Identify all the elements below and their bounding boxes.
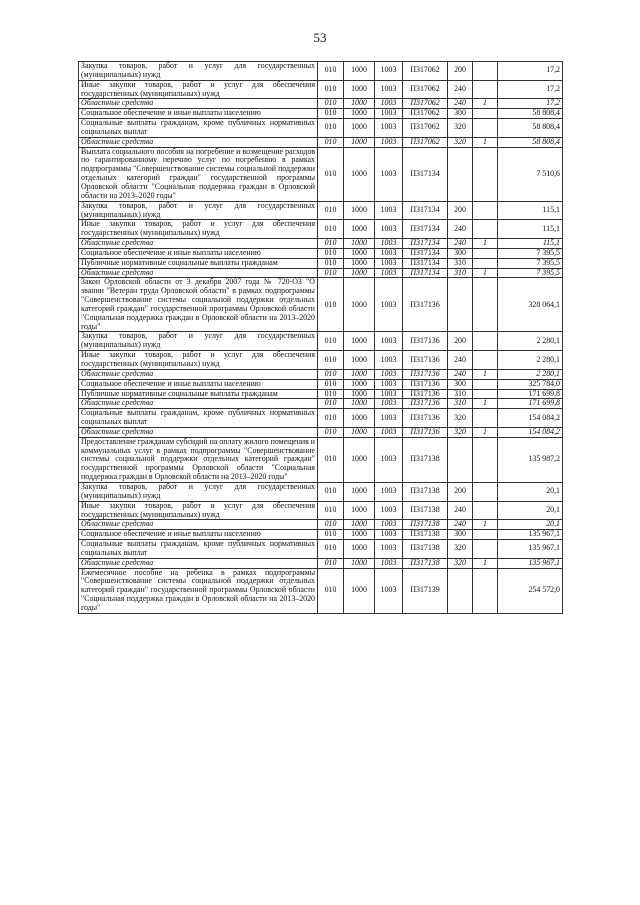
row-gr-cell: 010 <box>318 80 344 99</box>
row-name-cell: Предоставление гражданам субсидий на оплату жилого помещения и коммунальных услуг в рамках подпрограммы "Совершенствование системы социальной поддержки отдельных категорий граждан" государственной программы Орловской области "Социальная поддержка граждан в Орловской области на 2013–2020 годы" <box>79 437 318 482</box>
row-csr-cell: П317136 <box>403 278 448 332</box>
row-csr-cell: П317062 <box>403 62 448 81</box>
row-gr-cell: 010 <box>318 201 344 220</box>
row-csr-cell: П317134 <box>403 147 448 201</box>
row-rz-cell: 1000 <box>344 558 375 568</box>
row-rz-cell: 1000 <box>344 482 375 501</box>
table-row <box>79 389 563 399</box>
row-source-cell <box>473 379 498 389</box>
row-csr-cell: П317136 <box>403 351 448 370</box>
row-vr-cell: 320 <box>448 137 473 147</box>
row-pr-cell: 1003 <box>375 399 403 409</box>
row-sum-cell: 135 967,1 <box>498 558 563 568</box>
row-source-cell <box>473 501 498 520</box>
table-row <box>79 379 563 389</box>
row-rz-cell: 1000 <box>344 332 375 351</box>
row-name-cell: Закон Орловской области от 3 декабря 2007 года № 720-ОЗ "О звании "Ветеран труда Орловской области" в рамках подпрограммы "Совершенствование системы социальной поддержки отдельных категорий граждан" государственной программы Орловской области "Социальная поддержка граждан в Орловской области на 2013–2020 годы" <box>79 278 318 332</box>
row-csr-cell: П317138 <box>403 482 448 501</box>
row-sum-cell: 17,2 <box>498 99 563 109</box>
row-source-cell <box>473 220 498 239</box>
row-sum-cell: 135 967,1 <box>498 540 563 559</box>
row-pr-cell: 1003 <box>375 220 403 239</box>
table-row <box>79 239 563 249</box>
row-name-cell: Областные средства <box>79 558 318 568</box>
row-name-cell: Областные средства <box>79 99 318 109</box>
row-vr-cell: 240 <box>448 369 473 379</box>
row-csr-cell: П317138 <box>403 520 448 530</box>
row-gr-cell: 010 <box>318 558 344 568</box>
table-row <box>79 278 563 332</box>
row-csr-cell: П317134 <box>403 239 448 249</box>
row-source-cell: 1 <box>473 99 498 109</box>
table-row <box>79 332 563 351</box>
row-rz-cell: 1000 <box>344 268 375 278</box>
row-rz-cell: 1000 <box>344 239 375 249</box>
row-name-cell: Областные средства <box>79 239 318 249</box>
row-rz-cell: 1000 <box>344 248 375 258</box>
row-sum-cell: 135 987,2 <box>498 437 563 482</box>
table-row <box>79 137 563 147</box>
row-source-cell <box>473 109 498 119</box>
row-source-cell <box>473 540 498 559</box>
row-gr-cell: 010 <box>318 540 344 559</box>
row-vr-cell <box>448 147 473 201</box>
row-name-cell: Публичные нормативные социальные выплаты гражданам <box>79 389 318 399</box>
table-row <box>79 501 563 520</box>
row-name-cell: Областные средства <box>79 399 318 409</box>
row-rz-cell: 1000 <box>344 62 375 81</box>
row-pr-cell: 1003 <box>375 137 403 147</box>
table-row <box>79 147 563 201</box>
row-gr-cell: 010 <box>318 568 344 613</box>
row-sum-cell: 171 699,8 <box>498 399 563 409</box>
row-vr-cell: 200 <box>448 201 473 220</box>
row-name-cell: Выплата социального пособия на погребение и возмещение расходов по гарантированному перечню услуг по погребению в рамках подпрограммы "Совершенствование системы социальной поддержки отдельных категорий граждан" государственной программы Орловской области "Социальная поддержка граждан в Орловской области на 2013–2020 годы" <box>79 147 318 201</box>
row-sum-cell: 2 280,1 <box>498 332 563 351</box>
table-row <box>79 540 563 559</box>
row-sum-cell: 58 808,4 <box>498 119 563 138</box>
row-pr-cell: 1003 <box>375 332 403 351</box>
row-rz-cell: 1000 <box>344 501 375 520</box>
row-source-cell <box>473 119 498 138</box>
row-pr-cell: 1003 <box>375 119 403 138</box>
row-name-cell: Иные закупки товаров, работ и услуг для обеспечения государственных (муниципальных) нужд <box>79 351 318 370</box>
row-rz-cell: 1000 <box>344 437 375 482</box>
row-vr-cell: 320 <box>448 540 473 559</box>
row-source-cell <box>473 147 498 201</box>
row-name-cell: Социальные выплаты гражданам, кроме публичных нормативных социальных выплат <box>79 119 318 138</box>
row-source-cell <box>473 530 498 540</box>
table-row <box>79 201 563 220</box>
row-csr-cell: П317136 <box>403 399 448 409</box>
row-rz-cell: 1000 <box>344 351 375 370</box>
row-vr-cell: 300 <box>448 379 473 389</box>
row-name-cell: Социальные выплаты гражданам, кроме публичных нормативных социальных выплат <box>79 409 318 428</box>
row-sum-cell: 20,1 <box>498 501 563 520</box>
row-csr-cell: П317134 <box>403 201 448 220</box>
row-csr-cell: П317136 <box>403 409 448 428</box>
row-source-cell: 1 <box>473 137 498 147</box>
row-rz-cell: 1000 <box>344 99 375 109</box>
row-pr-cell: 1003 <box>375 530 403 540</box>
row-gr-cell: 010 <box>318 379 344 389</box>
row-csr-cell: П317134 <box>403 268 448 278</box>
row-source-cell <box>473 62 498 81</box>
row-csr-cell: П317136 <box>403 427 448 437</box>
row-sum-cell: 254 572,0 <box>498 568 563 613</box>
row-sum-cell: 7 395,5 <box>498 268 563 278</box>
row-name-cell: Публичные нормативные социальные выплаты гражданам <box>79 258 318 268</box>
row-pr-cell: 1003 <box>375 278 403 332</box>
row-gr-cell: 010 <box>318 99 344 109</box>
row-name-cell: Социальное обеспечение и иные выплаты населению <box>79 248 318 258</box>
row-name-cell: Иные закупки товаров, работ и услуг для обеспечения государственных (муниципальных) нужд <box>79 501 318 520</box>
row-pr-cell: 1003 <box>375 268 403 278</box>
row-sum-cell: 20,1 <box>498 482 563 501</box>
row-name-cell: Закупка товаров, работ и услуг для государственных (муниципальных) нужд <box>79 332 318 351</box>
row-sum-cell: 7 510,6 <box>498 147 563 201</box>
row-name-cell: Областные средства <box>79 520 318 530</box>
row-name-cell: Социальное обеспечение и иные выплаты населению <box>79 109 318 119</box>
table-row <box>79 119 563 138</box>
row-csr-cell: П317139 <box>403 568 448 613</box>
row-source-cell: 1 <box>473 268 498 278</box>
row-source-cell <box>473 351 498 370</box>
row-sum-cell: 135 967,1 <box>498 530 563 540</box>
row-pr-cell: 1003 <box>375 351 403 370</box>
row-name-cell: Ежемесячное пособие на ребенка в рамках подпрограммы "Совершенствование системы социальной поддержки отдельных категорий граждан" государственной программы Орловской области "Социальная поддержка граждан в Орловской области на 2013–2020 годы" <box>79 568 318 613</box>
row-vr-cell: 310 <box>448 268 473 278</box>
row-pr-cell: 1003 <box>375 109 403 119</box>
row-sum-cell: 7 395,5 <box>498 248 563 258</box>
row-gr-cell: 010 <box>318 62 344 81</box>
row-sum-cell: 58 808,4 <box>498 109 563 119</box>
row-vr-cell: 200 <box>448 62 473 81</box>
row-pr-cell: 1003 <box>375 409 403 428</box>
row-rz-cell: 1000 <box>344 369 375 379</box>
row-name-cell: Закупка товаров, работ и услуг для государственных (муниципальных) нужд <box>79 62 318 81</box>
row-name-cell: Социальные выплаты гражданам, кроме публичных нормативных социальных выплат <box>79 540 318 559</box>
row-csr-cell: П317136 <box>403 389 448 399</box>
row-gr-cell: 010 <box>318 268 344 278</box>
row-pr-cell: 1003 <box>375 99 403 109</box>
row-gr-cell: 010 <box>318 278 344 332</box>
row-source-cell <box>473 332 498 351</box>
budget-table <box>78 61 563 614</box>
row-pr-cell: 1003 <box>375 379 403 389</box>
row-gr-cell: 010 <box>318 482 344 501</box>
row-source-cell <box>473 389 498 399</box>
row-source-cell <box>473 437 498 482</box>
row-gr-cell: 010 <box>318 332 344 351</box>
row-pr-cell: 1003 <box>375 258 403 268</box>
row-rz-cell: 1000 <box>344 137 375 147</box>
row-pr-cell: 1003 <box>375 427 403 437</box>
row-pr-cell: 1003 <box>375 239 403 249</box>
row-csr-cell: П317136 <box>403 379 448 389</box>
row-sum-cell: 58 808,4 <box>498 137 563 147</box>
row-pr-cell: 1003 <box>375 540 403 559</box>
row-source-cell <box>473 248 498 258</box>
row-sum-cell: 2 280,1 <box>498 351 563 370</box>
row-gr-cell: 010 <box>318 109 344 119</box>
row-gr-cell: 010 <box>318 137 344 147</box>
row-gr-cell: 010 <box>318 119 344 138</box>
row-pr-cell: 1003 <box>375 80 403 99</box>
row-pr-cell: 1003 <box>375 501 403 520</box>
row-vr-cell: 310 <box>448 399 473 409</box>
row-rz-cell: 1000 <box>344 278 375 332</box>
row-name-cell: Социальное обеспечение и иные выплаты населению <box>79 379 318 389</box>
table-row <box>79 351 563 370</box>
row-vr-cell: 320 <box>448 119 473 138</box>
page-number: 53 <box>313 30 327 45</box>
row-gr-cell: 010 <box>318 399 344 409</box>
row-csr-cell: П317136 <box>403 332 448 351</box>
row-sum-cell: 20,1 <box>498 520 563 530</box>
row-csr-cell: П317134 <box>403 220 448 239</box>
row-vr-cell: 310 <box>448 258 473 268</box>
row-gr-cell: 010 <box>318 520 344 530</box>
row-gr-cell: 010 <box>318 239 344 249</box>
row-pr-cell: 1003 <box>375 369 403 379</box>
row-rz-cell: 1000 <box>344 520 375 530</box>
row-gr-cell: 010 <box>318 437 344 482</box>
row-rz-cell: 1000 <box>344 109 375 119</box>
row-source-cell: 1 <box>473 427 498 437</box>
row-csr-cell: П317138 <box>403 437 448 482</box>
row-vr-cell: 320 <box>448 427 473 437</box>
row-source-cell <box>473 80 498 99</box>
table-row <box>79 80 563 99</box>
row-source-cell <box>473 409 498 428</box>
table-row <box>79 520 563 530</box>
row-sum-cell: 154 084,2 <box>498 409 563 428</box>
row-rz-cell: 1000 <box>344 399 375 409</box>
row-vr-cell: 300 <box>448 530 473 540</box>
row-gr-cell: 010 <box>318 501 344 520</box>
row-vr-cell: 240 <box>448 520 473 530</box>
row-gr-cell: 010 <box>318 427 344 437</box>
row-vr-cell: 320 <box>448 409 473 428</box>
row-rz-cell: 1000 <box>344 147 375 201</box>
row-sum-cell: 154 084,2 <box>498 427 563 437</box>
row-pr-cell: 1003 <box>375 201 403 220</box>
row-vr-cell: 200 <box>448 332 473 351</box>
row-name-cell: Закупка товаров, работ и услуг для государственных (муниципальных) нужд <box>79 201 318 220</box>
row-rz-cell: 1000 <box>344 220 375 239</box>
row-name-cell: Областные средства <box>79 427 318 437</box>
row-pr-cell: 1003 <box>375 568 403 613</box>
table-row <box>79 530 563 540</box>
row-vr-cell: 240 <box>448 501 473 520</box>
row-pr-cell: 1003 <box>375 520 403 530</box>
row-csr-cell: П317062 <box>403 119 448 138</box>
row-vr-cell: 310 <box>448 389 473 399</box>
table-row <box>79 409 563 428</box>
row-rz-cell: 1000 <box>344 119 375 138</box>
row-csr-cell: П317134 <box>403 258 448 268</box>
row-csr-cell: П317138 <box>403 558 448 568</box>
row-pr-cell: 1003 <box>375 482 403 501</box>
table-row <box>79 369 563 379</box>
table-row <box>79 62 563 81</box>
row-gr-cell: 010 <box>318 369 344 379</box>
row-rz-cell: 1000 <box>344 379 375 389</box>
row-name-cell: Областные средства <box>79 137 318 147</box>
row-sum-cell: 328 064,1 <box>498 278 563 332</box>
row-source-cell: 1 <box>473 369 498 379</box>
row-gr-cell: 010 <box>318 530 344 540</box>
row-source-cell: 1 <box>473 520 498 530</box>
row-source-cell <box>473 482 498 501</box>
row-vr-cell: 240 <box>448 239 473 249</box>
row-name-cell: Закупка товаров, работ и услуг для государственных (муниципальных) нужд <box>79 482 318 501</box>
row-gr-cell: 010 <box>318 248 344 258</box>
row-source-cell <box>473 568 498 613</box>
row-pr-cell: 1003 <box>375 389 403 399</box>
row-vr-cell <box>448 568 473 613</box>
table-row <box>79 482 563 501</box>
row-gr-cell: 010 <box>318 220 344 239</box>
table-row <box>79 220 563 239</box>
row-sum-cell: 115,1 <box>498 201 563 220</box>
table-row <box>79 558 563 568</box>
row-rz-cell: 1000 <box>344 389 375 399</box>
row-pr-cell: 1003 <box>375 147 403 201</box>
row-csr-cell: П317062 <box>403 99 448 109</box>
row-vr-cell: 240 <box>448 80 473 99</box>
row-rz-cell: 1000 <box>344 540 375 559</box>
row-name-cell: Областные средства <box>79 268 318 278</box>
row-pr-cell: 1003 <box>375 248 403 258</box>
row-vr-cell: 300 <box>448 248 473 258</box>
row-source-cell <box>473 278 498 332</box>
table-row <box>79 568 563 613</box>
row-name-cell: Социальное обеспечение и иные выплаты населению <box>79 530 318 540</box>
row-sum-cell: 115,1 <box>498 220 563 239</box>
row-vr-cell: 240 <box>448 99 473 109</box>
row-sum-cell: 17,2 <box>498 62 563 81</box>
table-row <box>79 248 563 258</box>
row-name-cell: Областные средства <box>79 369 318 379</box>
row-rz-cell: 1000 <box>344 258 375 268</box>
row-pr-cell: 1003 <box>375 558 403 568</box>
row-vr-cell: 240 <box>448 351 473 370</box>
table-row <box>79 427 563 437</box>
row-csr-cell: П317134 <box>403 248 448 258</box>
row-rz-cell: 1000 <box>344 201 375 220</box>
row-vr-cell: 240 <box>448 220 473 239</box>
row-vr-cell: 320 <box>448 558 473 568</box>
row-sum-cell: 2 280,1 <box>498 369 563 379</box>
row-gr-cell: 010 <box>318 147 344 201</box>
row-csr-cell: П317136 <box>403 369 448 379</box>
table-row <box>79 109 563 119</box>
row-sum-cell: 171 699,8 <box>498 389 563 399</box>
row-csr-cell: П317062 <box>403 109 448 119</box>
row-rz-cell: 1000 <box>344 568 375 613</box>
row-csr-cell: П317062 <box>403 137 448 147</box>
row-csr-cell: П317138 <box>403 501 448 520</box>
row-sum-cell: 115,1 <box>498 239 563 249</box>
row-vr-cell: 200 <box>448 482 473 501</box>
row-sum-cell: 17,2 <box>498 80 563 99</box>
row-rz-cell: 1000 <box>344 80 375 99</box>
row-name-cell: Иные закупки товаров, работ и услуг для обеспечения государственных (муниципальных) нужд <box>79 220 318 239</box>
row-source-cell: 1 <box>473 239 498 249</box>
row-rz-cell: 1000 <box>344 427 375 437</box>
row-gr-cell: 010 <box>318 258 344 268</box>
table-row <box>79 268 563 278</box>
budget-table-body <box>79 62 563 614</box>
row-vr-cell: 300 <box>448 109 473 119</box>
row-name-cell: Иные закупки товаров, работ и услуг для обеспечения государственных (муниципальных) нужд <box>79 80 318 99</box>
row-rz-cell: 1000 <box>344 409 375 428</box>
row-pr-cell: 1003 <box>375 62 403 81</box>
row-source-cell <box>473 258 498 268</box>
table-row <box>79 99 563 109</box>
table-row <box>79 258 563 268</box>
row-csr-cell: П317138 <box>403 540 448 559</box>
row-rz-cell: 1000 <box>344 530 375 540</box>
row-vr-cell <box>448 437 473 482</box>
row-csr-cell: П317138 <box>403 530 448 540</box>
row-sum-cell: 7 395,5 <box>498 258 563 268</box>
row-vr-cell <box>448 278 473 332</box>
row-csr-cell: П317062 <box>403 80 448 99</box>
row-source-cell: 1 <box>473 399 498 409</box>
table-row <box>79 399 563 409</box>
row-gr-cell: 010 <box>318 351 344 370</box>
row-source-cell <box>473 201 498 220</box>
row-pr-cell: 1003 <box>375 437 403 482</box>
row-gr-cell: 010 <box>318 389 344 399</box>
row-sum-cell: 325 784,0 <box>498 379 563 389</box>
row-gr-cell: 010 <box>318 409 344 428</box>
table-row <box>79 437 563 482</box>
row-source-cell: 1 <box>473 558 498 568</box>
